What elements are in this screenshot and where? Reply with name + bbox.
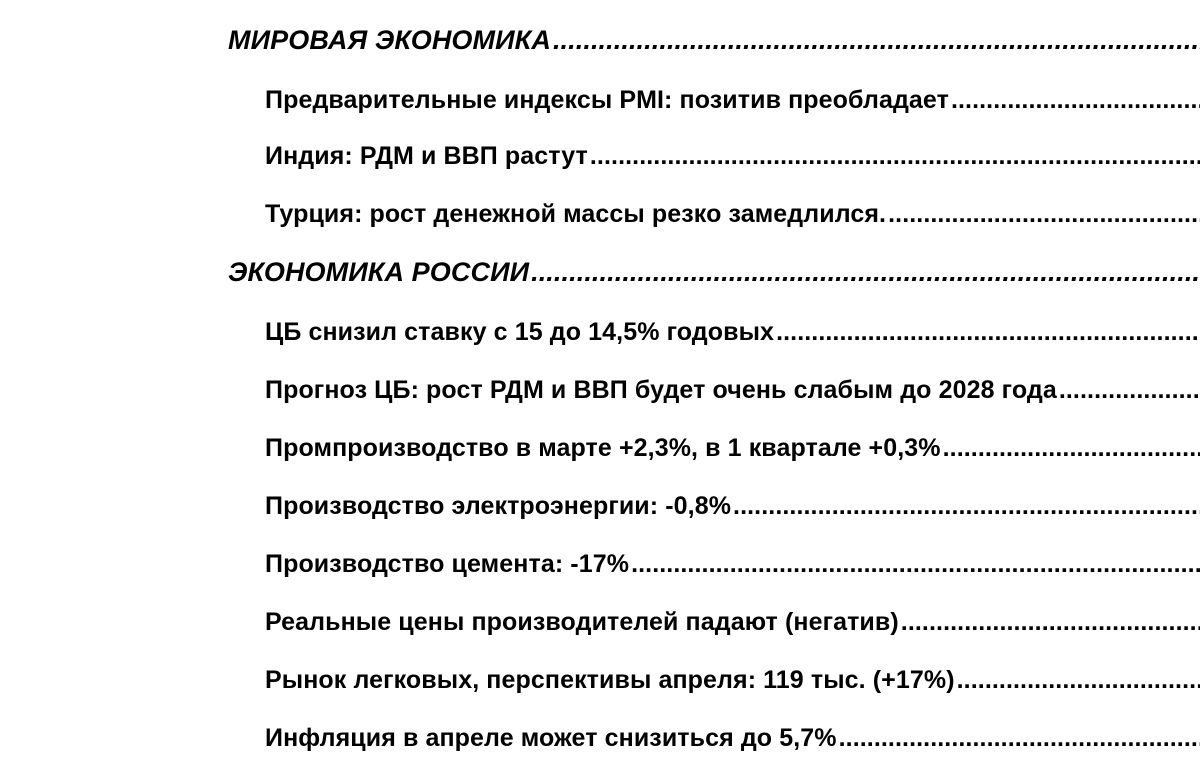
toc-item-label: Производство цемента: -17% bbox=[265, 549, 630, 578]
toc-item-pmi[interactable] bbox=[265, 80, 1200, 120]
toc-section-title: МИРОВАЯ ЭКОНОМИКА bbox=[228, 24, 551, 55]
toc-dot-leader bbox=[955, 666, 1200, 695]
toc-item-label: Турция: рост денежной массы резко замедлился. bbox=[265, 199, 887, 228]
toc-item-india[interactable] bbox=[265, 136, 1200, 176]
toc-item-cb-forecast[interactable] bbox=[265, 370, 1200, 410]
toc-item-label: Рынок легковых, перспективы апреля: 119 тыс. (+17%) bbox=[265, 665, 955, 694]
toc-dot-leader bbox=[886, 200, 1200, 229]
toc-dot-leader bbox=[837, 724, 1200, 753]
toc-dot-leader bbox=[629, 550, 1200, 579]
toc-item-label: ЦБ снизил ставку с 15 до 14,5% годовых bbox=[265, 317, 775, 346]
toc-item-turkey[interactable] bbox=[265, 194, 1200, 234]
toc-section-russia-economy[interactable] bbox=[228, 252, 1200, 292]
toc-item-label: Инфляция в апреле может снизиться до 5,7% bbox=[265, 723, 837, 752]
toc-dot-leader bbox=[774, 318, 1200, 347]
toc-item-label: Прогноз ЦБ: рост РДМ и ВВП будет очень слабым до 2028 года bbox=[265, 375, 1057, 404]
toc-dot-leader bbox=[1057, 376, 1200, 405]
toc-item-label: Индия: РДМ и ВВП растут bbox=[265, 141, 588, 170]
toc-item-cement[interactable] bbox=[265, 544, 1200, 584]
toc-dot-leader bbox=[588, 142, 1200, 171]
toc-item-car-market[interactable] bbox=[265, 660, 1200, 700]
toc-dot-leader bbox=[949, 86, 1200, 115]
toc-dot-leader bbox=[731, 492, 1200, 521]
toc-item-inflation[interactable] bbox=[265, 718, 1200, 758]
toc-item-label: Предварительные индексы PMI: позитив преобладает bbox=[265, 85, 949, 114]
toc-item-cb-rate[interactable] bbox=[265, 312, 1200, 352]
toc-dot-leader bbox=[551, 25, 1200, 56]
toc-item-label: Производство электроэнергии: -0,8% bbox=[265, 491, 732, 520]
toc-item-electricity[interactable] bbox=[265, 486, 1200, 526]
toc-item-industrial-production[interactable] bbox=[265, 428, 1200, 468]
toc-dot-leader bbox=[529, 257, 1200, 288]
toc-section-world-economy[interactable] bbox=[228, 20, 1200, 60]
toc-item-producer-prices[interactable] bbox=[265, 602, 1200, 642]
toc-dot-leader bbox=[899, 608, 1200, 637]
toc-item-label: Промпроизводство в марте +2,3%, в 1 квартале +0,3% bbox=[265, 433, 941, 462]
toc-section-title: ЭКОНОМИКА РОССИИ bbox=[228, 256, 530, 287]
toc-item-label: Реальные цены производителей падают (негатив) bbox=[265, 607, 899, 636]
toc-dot-leader bbox=[941, 434, 1200, 463]
